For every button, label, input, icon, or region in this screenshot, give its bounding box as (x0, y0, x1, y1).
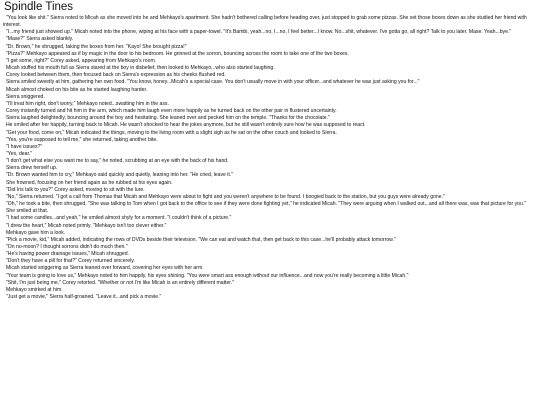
document-body (3, 15, 537, 301)
paragraph: "Pizza?" Mehkayo appeared as if by magic in the door to his bedroom. He grinned at the sorron, bouncing across the room to take one of the two boxes. (6, 50, 349, 57)
paragraph: Corey looked between them, then focused back on Sierra's expression as his cheeks flushed red. (6, 72, 226, 79)
paragraph: "Mase?" Sierra asked blankly. (6, 36, 74, 43)
paragraph: "I'll treat him right, don't worry," Mehkayo noted...swatting him in the ass. (6, 100, 169, 107)
paragraph: "Your team is going to love us," Mehkayo noted to him happily, his eyes shining. "You were smart ass enough without our influence...and now you're really becoming a little Micah." (6, 272, 409, 279)
paragraph: "Dr. Brown wanted him to cry," Mehkayo said quickly and quietly, leaning into her. "He cried, leave it." (6, 172, 234, 179)
paragraph: Sierra laughed delightedly, bouncing around the boy and hesitating. She leaned over and pecked him on the temple. "Thanks for the chocolate." (6, 115, 330, 122)
paragraph: "Get your food, come on," Micah indicated the things, moving to the living room with a slight sigh as he sat on the other couch and looked to Sierra. (6, 129, 337, 136)
paragraph: "I get some, right?" Corey asked, appearing from Mehkayo's room. (6, 57, 157, 64)
paragraph: "Dr. Brown," he shrugged, taking the boxes from her. "Kayo! She brought pizza!" (6, 43, 187, 50)
paragraph: "I drew the heart," Micah noted primly. "Mehkayo isn't too clever either." (6, 222, 167, 229)
paragraph: Sierra drew herself up. (6, 165, 58, 172)
paragraph: Micah almost choked on his bite as he started laughing harder. (6, 86, 148, 93)
paragraph: She smiled at that. (6, 208, 49, 215)
paragraph: She frowned, focusing on her friend again as he rubbed at his eyes again. (6, 179, 173, 186)
paragraph: Micah stuffed his mouth full as Sierra stared at the boy in disbelief, then looked to Mehkayo...who also started laughing. (6, 65, 275, 72)
paragraph: "Just get a movie," Sierra half-groaned. "Leave it...and pick a movie." (6, 294, 162, 301)
paragraph: "Oh," he took a bite, then shrugged. "She was talking to Tom when I got back to the office to see if they were done fighting yet," he indicated Micah. "They were arguing when I walked out...and all there was, was that picture for you." (6, 201, 527, 208)
paragraph: "Did Iris talk to you?" Corey asked, moving to sit with the lure. (6, 186, 145, 193)
document-title: Spindle Tines (4, 1, 74, 13)
paragraph: Mehkayo gave him a look. (6, 229, 66, 236)
paragraph: "No," Sierra returned. "I got a call from Thomas that Micah and Mehkayo were about to fight and you weren't anywhere to be found. I boogied back to the station, but you guys were already gone." (6, 193, 445, 200)
paragraph: "Yes, dear." (6, 150, 33, 157)
paragraph: Sierra sniggered. (6, 93, 45, 100)
paragraph: Micah started sniggering as Sierra leaned over forward, covering her eyes with her arm. (6, 265, 204, 272)
paragraph: Sierra smiled sweetly at him, gathering her own food. "You know, honey...Micah's a special case. You don't usually move in with your officer...and whatever he was just asking you for..." (6, 79, 420, 86)
paragraph: "I...my friend just showed up." Micah noted into the phone, wiping at his face with a paper-towel. "It's Bambi, yeah...no, I...no, I feel better...I know. No...shit, whatever. I've gotta go, all right? Talk to you later. Mase. Yeah...bye." (6, 29, 512, 36)
paragraph: "He's having power drainage issues," Micah shrugged. (6, 251, 129, 258)
paragraph: "Shit, I'm just being me," Corey retorted. "Whether or not I'm like Micah is an entirely different matter." (6, 279, 234, 286)
paragraph: "Yes, you're supposed to tell me," she returned, taking another bite. (6, 136, 158, 143)
paragraph: He smiled after her happily, turning back to Micah. He wasn't shocked to hear the jokes anymore, but he still wasn't entirely sure how he was supposed to react. (6, 122, 366, 129)
paragraph: Mehkayo smirked at him. (6, 286, 63, 293)
paragraph: "I had some candles...and yeah," he smiled almost shyly for a moment. "I couldn't think of a picture." (6, 215, 232, 222)
paragraph: "You look like shit." Sierra noted to Micah as she moved into he and Mehkayo's apartment. She hadn't bothered calling before heading over, just stopped to grab some pizzas. She set those boxes down as she studied her friend with interest. (3, 15, 527, 29)
paragraph: "I have issues?" (6, 143, 43, 150)
paragraph: "I don't get what else you want me to say," he noted, scrubbing at an eye with the back of his hand. (6, 158, 229, 165)
paragraph: "On no-moon? I thought sorrons didn't do much then." (6, 244, 128, 250)
paragraph: "Pick a movie, kid," Micah added, indicating the rows of DVDs beside their television. "We can eat and watch that, then get back to this case...he'll probably attack tomorrow." (6, 236, 396, 243)
paragraph: Corey instantly turned and hit him in the arm, which made him laugh even more happily as he turned back on the other pair in flustered uncertainty. (6, 108, 337, 115)
paragraph: "Don't they have a pill for that?" Corey returned sincerely. (6, 258, 135, 265)
